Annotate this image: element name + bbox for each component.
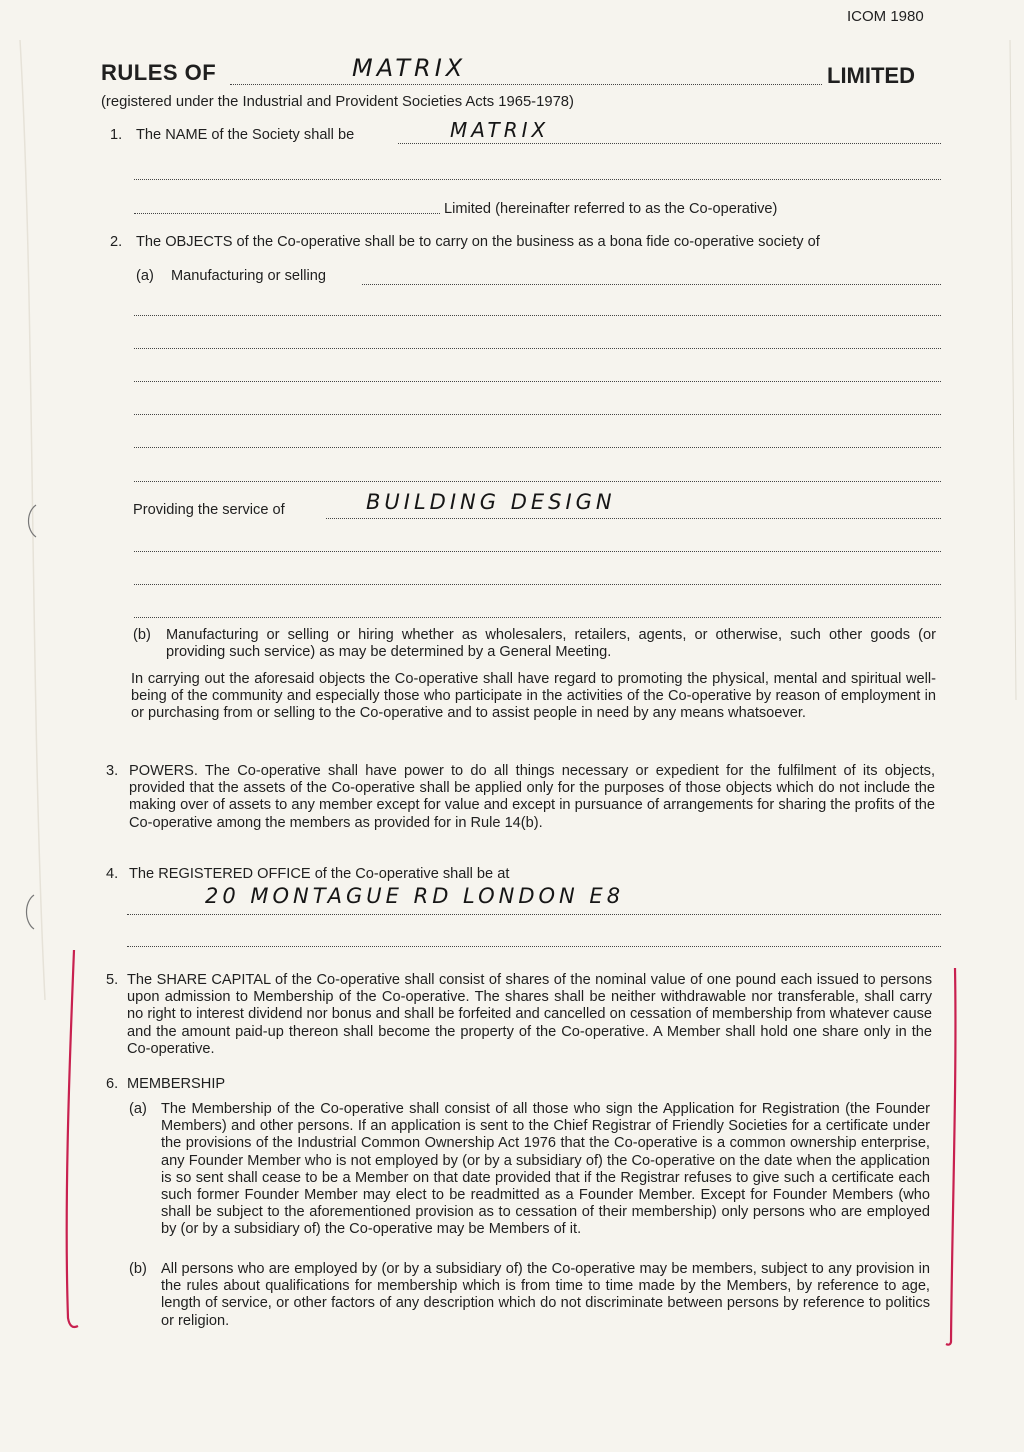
rule-2-b-label: (b) xyxy=(133,627,151,643)
rule-6-number: 6. xyxy=(106,1076,119,1092)
rule-5-text: The SHARE CAPITAL of the Co-operative shall consist of shares of the nominal value of one pound each issued to persons upon admission to Membership of the Co-operative. The shares shall be neither withdrawable nor transferable, shall carry no right to interest dividend nor bonus and shall be forfeited and cancelled on cessation of membership from whatever cause and the amount paid-up thereon shall become the property of the Co-operative. A Member shall hold one share only in the Co-operative. xyxy=(127,972,932,1057)
rule-1-limited-text: Limited (hereinafter referred to as the Co-operative) xyxy=(444,201,778,217)
rule-6-heading: MEMBERSHIP xyxy=(127,1076,226,1092)
rule-6-b-text: All persons who are employed by (or by a subsidiary of) the Co-operative may be members, subject to any provision in the rules about qualifications for membership which is from time to time made by the Members, by reference to age, length of service, or other factors of any description which do not discriminate between persons by reference to politics or religion. xyxy=(161,1261,930,1329)
rule-2-service-handwritten: BUILDING DESIGN xyxy=(366,490,616,514)
rule-2-service-text: Providing the service of xyxy=(133,502,285,518)
rule-1-name-handwritten: MATRIX xyxy=(450,118,550,142)
rule-6-b-label: (b) xyxy=(129,1261,147,1277)
rule-2-text: The OBJECTS of the Co-operative shall be to carry on the business as a bona fide co-operative society of xyxy=(136,234,820,250)
left-margin-bracket xyxy=(67,950,78,1327)
rule-2-b-text: Manufacturing or selling or hiring whether as wholesalers, retailers, agents, or otherwise, such other goods (or providing such service) as may be determined by a General Meeting. xyxy=(166,627,936,661)
title-society-name-handwritten: MATRIX xyxy=(352,54,467,82)
right-margin-bracket xyxy=(946,968,955,1345)
title-prefix: RULES OF xyxy=(101,60,217,85)
rule-6-a-text: The Membership of the Co-operative shall consist of all those who sign the Application for Registration (the Founder Members) and other persons. If an application is sent to the Chief Registrar of Friendly Societies for a certificate under the provisions of the Industrial Common Ownership Act 1976 that the Co-operative is a common ownership enterprise, any Founder Member who is not employed by (or by a subsidiary of) the Co-operative on the date when the application is so sent shall cease to be a Member on that date provided that if the Registrar refuses to give such a certificate each such former Founder Member may elect to be readmitted as a Founder Member. Except for Founder Members (who shall be subject to the aforementioned provision as to cessation of their membership) only persons who are employed by (or by a subsidiary of) the Co-operative may be Members of it. xyxy=(161,1101,930,1238)
rule-3-number: 3. xyxy=(106,763,119,779)
rule-4-address-handwritten: 20 MONTAGUE RD LONDON E8 xyxy=(205,884,625,908)
rule-2-a-text: Manufacturing or selling xyxy=(171,268,326,284)
registered-under-note: (registered under the Industrial and Provident Societies Acts 1965-1978) xyxy=(101,94,574,110)
rule-2-a-label: (a) xyxy=(136,268,154,284)
rule-3-text: POWERS. The Co-operative shall have power to do all things necessary or expedient for the fulfilment of its objects, provided that the assets of the Co-operative shall be applied only for the purposes of those objects which do not include the making over of assets to any member except for value and except in pursuance of arrangements for sharing the profits of the Co-operative among the members as provided for in Rule 14(b). xyxy=(129,763,935,831)
rule-1-number: 1. xyxy=(110,127,123,143)
rule-2-number: 2. xyxy=(110,234,123,250)
rule-5-number: 5. xyxy=(106,972,119,988)
rule-2-carrying-text: In carrying out the aforesaid objects the Co-operative shall have regard to promoting the physical, mental and spiritual well-being of the community and especially those who participate in the activities of the Co-operative by reason of employment in or purchasing from or selling to the Co-operative and to assist people in need by any means whatsoever. xyxy=(131,671,936,722)
rule-1-text: The NAME of the Society shall be xyxy=(136,127,355,143)
title-suffix: LIMITED xyxy=(827,63,915,88)
rule-6-a-label: (a) xyxy=(129,1101,147,1117)
form-code: ICOM 1980 xyxy=(847,8,924,25)
rule-4-text: The REGISTERED OFFICE of the Co-operative shall be at xyxy=(129,866,510,882)
rule-4-number: 4. xyxy=(106,866,119,882)
